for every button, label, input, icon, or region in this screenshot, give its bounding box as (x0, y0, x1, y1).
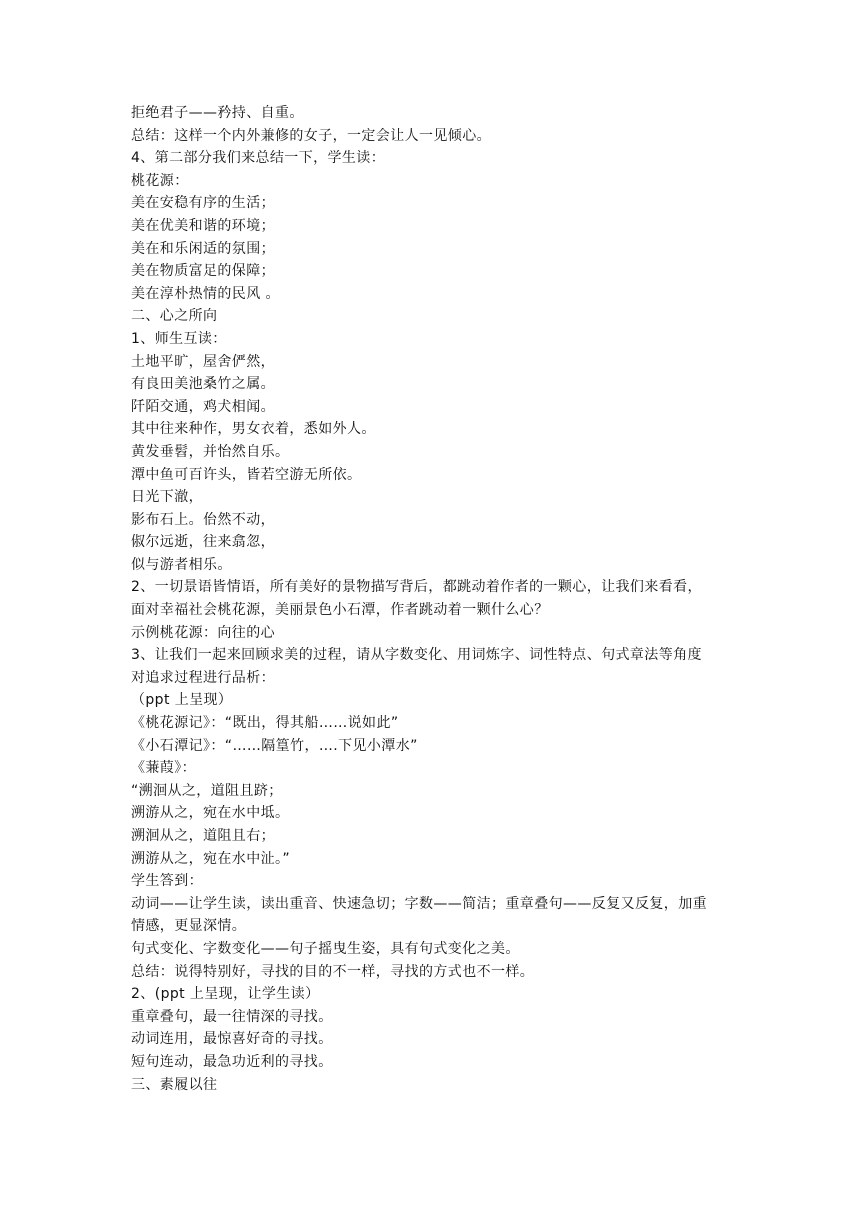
poem-line: 阡陌交通，鸡犬相闻。 (131, 398, 275, 415)
text-line: 短句连动，最急功近利的寻找。 (131, 1053, 333, 1070)
poem-line: 俶尔远逝，往来翕忽， (131, 534, 275, 551)
text-line: 2、一切景语皆情语，所有美好的景物描写背后，都跳动着作者的一颗心，让我们来看看， (131, 579, 702, 596)
text-line: 3、让我们一起来回顾求美的过程，请从字数变化、用词炼字、词性特点、句式章法等角度 (131, 647, 702, 664)
poem-line: “溯洄从之，道阻且跻； (131, 782, 283, 799)
text-line: 句式变化、字数变化——句子摇曳生姿，具有句式变化之美。 (131, 940, 520, 957)
text-line: 4、第二部分我们来总结一下，学生读： (131, 150, 386, 167)
document-page (131, 102, 741, 1096)
text-line: 总结：说得特别好，寻找的目的不一样，寻找的方式也不一样。 (131, 963, 535, 980)
text-line: （ppt 上呈现） (131, 692, 233, 709)
text-line: 1、师生互读： (131, 330, 227, 347)
poem-line: 溯洄从之，道阻且右； (131, 828, 275, 844)
text-line: 美在安稳有序的生活； (131, 195, 275, 212)
text-line: 美在物质富足的保障； (131, 263, 275, 280)
text-line: 重章叠句，最一往情深的寻找。 (131, 1008, 333, 1025)
quote-line: 《桃花源记》：“既出，得其船……说如此” (131, 715, 399, 732)
poem-line: 土地平旷，屋舍俨然， (131, 353, 275, 370)
poem-line: 溯游从之，宛在水中坻。 (131, 805, 290, 822)
text-line: 情感，更显深情。 (131, 918, 247, 935)
poem-line: 有良田美池桑竹之属。 (131, 376, 275, 393)
text-line: 示例桃花源：向往的心 (131, 624, 275, 641)
poem-line: 溯游从之，宛在水中沚。” (131, 850, 291, 867)
text-line: 动词连用，最惊喜好奇的寻找。 (131, 1031, 333, 1048)
text-line: 拒绝君子——矜持、自重。 (131, 105, 304, 121)
section-heading: 二、心之所向 (131, 308, 218, 325)
poem-line: 其中往来种作，男女衣着，悉如外人。 (131, 421, 376, 438)
poem-line: 日光下澈， (131, 489, 203, 506)
text-line: 面对幸福社会桃花源，美丽景色小石潭，作者跳动着一颗什么心？ (131, 602, 549, 619)
text-line: 总结：这样一个内外兼修的女子，一定会让人一见倾心。 (131, 127, 491, 144)
text-line: 美在和乐闲适的氛围； (131, 240, 275, 257)
text-line: 动词——让学生读，读出重音、快速急切；字数——简洁；重章叠句——反复又反复，加重 (131, 895, 707, 912)
poem-line: 黄发垂髫，并怡然自乐。 (131, 443, 290, 460)
section-label: 桃花源： (131, 172, 189, 189)
section-heading: 三、素履以往 (131, 1076, 218, 1093)
text-line: 美在优美和谐的环境； (131, 217, 275, 234)
poem-line: 影布石上。佁然不动， (131, 511, 275, 528)
quote-line: 《蒹葭》： (131, 760, 196, 777)
text-line: 美在淳朴热情的民风 。 (131, 285, 280, 302)
poem-line: 潭中鱼可百许头，皆若空游无所依。 (131, 466, 362, 483)
quote-line: 《小石潭记》：“……隔篁竹，….下见小潭水” (131, 737, 418, 754)
text-line: 对追求过程进行品析： (131, 669, 275, 686)
text-line: 学生答到： (131, 873, 203, 890)
poem-line: 似与游者相乐。 (131, 556, 232, 573)
text-line: 2、(ppt 上呈现，让学生读） (131, 986, 320, 1003)
